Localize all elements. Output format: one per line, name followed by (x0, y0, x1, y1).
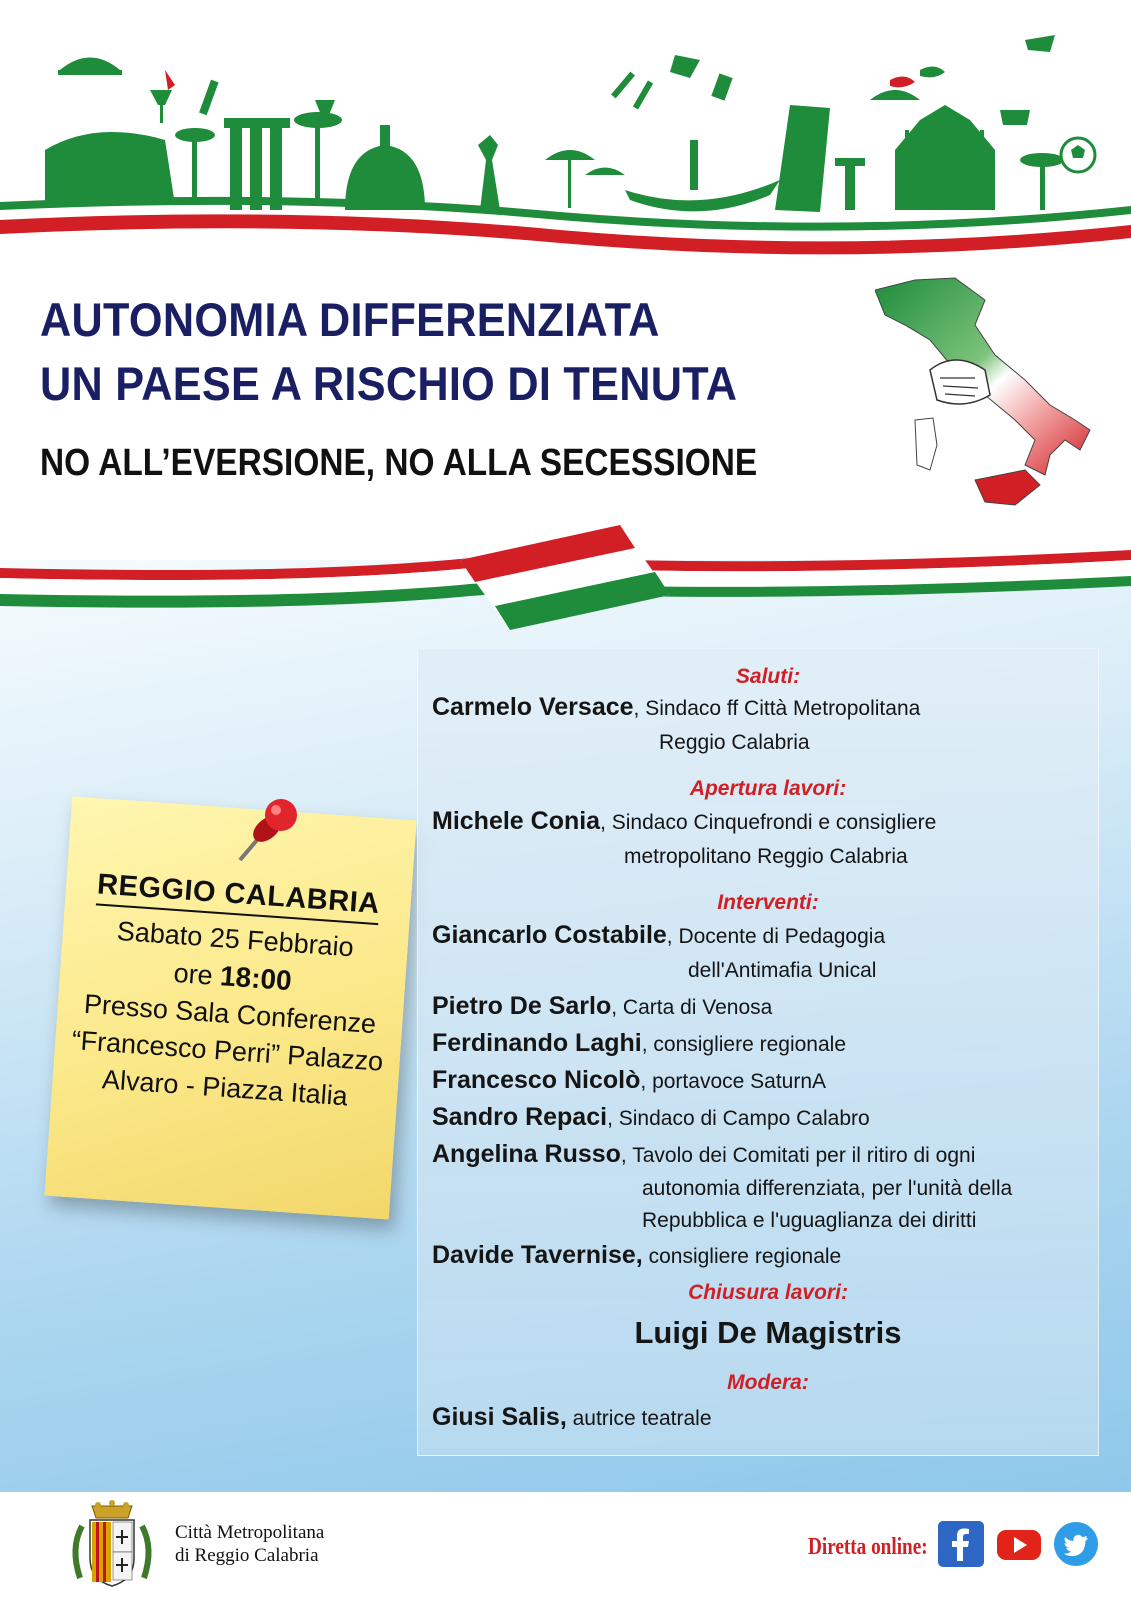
speaker-name: Michele Conia (432, 807, 601, 835)
section-interventi: Interventi: (717, 891, 819, 914)
speaker-name: Carmelo Versace (432, 693, 634, 721)
organization-line-2: di Reggio Calabria (175, 1545, 319, 1566)
event-subtitle: NO ALL’EVERSIONE, NO ALLA SECESSIONE (40, 442, 758, 484)
speaker-role: , Tavolo dei Comitati per il ritiro di ogni (620, 1144, 976, 1167)
note-date: Sabato 25 Febbraio (115, 915, 355, 963)
section-saluti: Saluti: (735, 665, 801, 688)
speaker-role: , consigliere regionale (641, 1033, 847, 1056)
speaker-role-cont: Repubblica e l'uguaglianza dei diritti (642, 1209, 977, 1232)
speaker-name: Francesco Nicolò (432, 1066, 641, 1094)
speaker-role: , portavoce SaturnA (640, 1070, 827, 1093)
speaker-name: Sandro Repaci (432, 1103, 608, 1131)
closing-speaker: Luigi De Magistris (634, 1315, 902, 1350)
youtube-icon[interactable] (996, 1521, 1042, 1567)
organization-name (175, 1521, 324, 1567)
note-venue-line-2: “Francesco Perri” Palazzo (70, 1025, 385, 1077)
pushpin-icon (215, 795, 305, 875)
event-title (40, 288, 737, 416)
note-text-block (52, 866, 412, 1119)
section-chiusura: Chiusura lavori: (688, 1281, 848, 1304)
speaker-row (432, 807, 1092, 836)
speaker-role: consigliere regionale (642, 1245, 842, 1268)
speaker-name: Giusi Salis, (432, 1403, 567, 1431)
speaker-name: Ferdinando Laghi (432, 1029, 642, 1057)
italy-map-handshake-illustration (875, 270, 1105, 520)
speaker-row (432, 693, 1092, 722)
section-apertura: Apertura lavori: (689, 777, 847, 800)
speaker-name: Angelina Russo (432, 1140, 621, 1168)
speaker-row (432, 1029, 1092, 1058)
city-crest-icon (62, 1498, 162, 1594)
speaker-role: , Docente di Pedagogia (666, 925, 886, 948)
speaker-role: , Carta di Venosa (611, 996, 773, 1019)
facebook-icon[interactable] (938, 1521, 984, 1567)
section-modera: Modera: (727, 1371, 809, 1394)
speaker-row (432, 921, 1092, 950)
speaker-name: Giancarlo Costabile (432, 921, 667, 949)
tricolore-ribbon (0, 520, 1131, 660)
note-venue-line-3: Alvaro - Piazza Italia (101, 1064, 349, 1112)
speaker-row (432, 1403, 1092, 1432)
speaker-role: , Sindaco ff Città Metropolitana (633, 697, 921, 720)
italian-landmarks-skyline (0, 0, 1131, 260)
speaker-row (432, 1103, 1092, 1132)
speaker-role-cont: Reggio Calabria (659, 731, 810, 754)
speaker-row (432, 992, 1092, 1021)
speaker-role-cont: metropolitano Reggio Calabria (624, 845, 908, 868)
title-line-1: AUTONOMIA DIFFERENZIATA (40, 293, 660, 346)
note-venue-line-1: Presso Sala Conferenze (83, 988, 378, 1040)
twitter-icon[interactable] (1053, 1521, 1099, 1567)
program-panel (417, 648, 1099, 1456)
speaker-name: Pietro De Sarlo (432, 992, 612, 1020)
speaker-role-cont: autonomia differenziata, per l'unità della (642, 1177, 1013, 1200)
note-time-prefix: ore (172, 957, 214, 991)
footer (0, 1492, 1131, 1600)
speaker-row (432, 1066, 1092, 1095)
speaker-role-cont: dell'Antimafia Unical (688, 959, 877, 982)
speaker-row (432, 1140, 1092, 1169)
organization-line-1: Città Metropolitana (175, 1522, 325, 1543)
note-time: 18:00 (219, 960, 293, 997)
speaker-role: , Sindaco di Campo Calabro (607, 1107, 870, 1130)
speaker-name: Davide Tavernise, (432, 1241, 643, 1269)
live-stream-label: Diretta online: (808, 1534, 928, 1560)
note-city: REGGIO CALABRIA (96, 868, 381, 925)
speaker-row (432, 1241, 1092, 1270)
title-line-2: UN PAESE A RISCHIO DI TENUTA (40, 357, 738, 410)
speaker-role: autrice teatrale (566, 1407, 712, 1430)
speaker-role: , Sindaco Cinquefrondi e consigliere (600, 811, 937, 834)
